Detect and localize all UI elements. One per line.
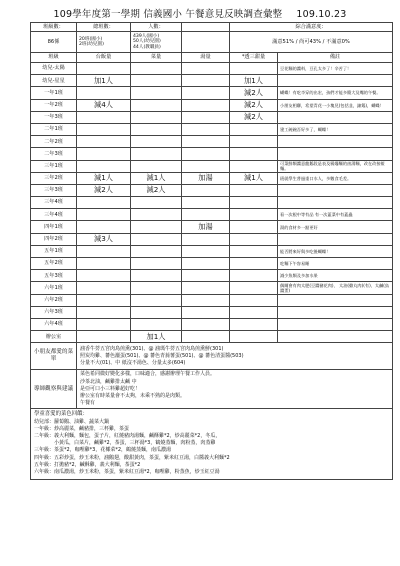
soup-amount (182, 99, 230, 111)
veg-amount (131, 318, 182, 330)
dessert-amount: 減2人 (230, 87, 278, 99)
veg-amount: 加1人 (131, 331, 182, 343)
class-row (31, 136, 393, 148)
rice-amount (77, 148, 131, 160)
classes-detail: 20班(國小) 2班(幼兒園) (77, 32, 131, 53)
veg-amount (131, 209, 182, 221)
veg-amount (131, 87, 182, 99)
veg-amount (131, 148, 182, 160)
soup-amount (182, 136, 230, 148)
class-row (31, 197, 393, 209)
dessert-amount (230, 294, 278, 306)
class-name: 六年2班 (31, 294, 77, 306)
people-detail: 439人(國小) 50人(幼兒園) 44人(教職員) (131, 32, 182, 53)
dessert-amount (230, 136, 278, 148)
veg-amount: 減1人 (131, 172, 182, 184)
menu-line: 一年級：炒高麗菜，鹹豬排，三杯雞，茶蛋 (34, 425, 130, 432)
note-text (278, 197, 393, 209)
class-name: 二年1班 (31, 123, 77, 135)
class-name: 一年3班 (31, 111, 77, 123)
class-count: 86係 (31, 32, 77, 53)
class-name: 一年1班 (31, 87, 77, 99)
class-name: 三年3班 (31, 184, 77, 196)
note-text (278, 306, 393, 318)
soup-amount (182, 331, 230, 343)
rice-amount (77, 123, 131, 135)
menu-line: 二年級：義大利麵，麵包，蛋子片，紅燒豬肉湯麵，鹹酥雞*2，炒高麗菜*2，冬瓜， (34, 432, 221, 439)
rice-amount (77, 318, 131, 330)
rice-amount (77, 63, 131, 75)
veg-amount (131, 245, 182, 257)
note-text (278, 184, 393, 196)
favorites-row (31, 343, 393, 370)
class-row (31, 209, 393, 221)
class-name: 三年2班 (31, 172, 77, 184)
rice-amount (77, 111, 131, 123)
class-rows (31, 63, 393, 343)
soup-amount (182, 209, 230, 221)
veg-amount (131, 197, 182, 209)
soup-amount: 加湯 (182, 221, 230, 233)
class-row (31, 87, 393, 99)
dessert-amount (230, 221, 278, 233)
soup-amount (182, 318, 230, 330)
title-text: 109學年度第一學期 信義國小 午餐意見反映調查彙整 (53, 9, 283, 20)
header-dessert: *透三甜量 (230, 53, 278, 63)
class-row (31, 172, 393, 184)
veg-amount (131, 294, 182, 306)
class-name: 五年3班 (31, 270, 77, 282)
dessert-amount (230, 306, 278, 318)
class-count-label: 總班數： (77, 23, 131, 32)
rice-amount (77, 160, 131, 172)
rice-amount: 減2人 (77, 184, 131, 196)
rice-amount (77, 87, 131, 99)
suggest-line-2: 沙茶北油，鹹雞排太鹹 中 (80, 378, 137, 385)
header-class: 班級 (31, 53, 77, 63)
class-row (31, 306, 393, 318)
menu-line: 四年級：五彩炒蛋，炒玉米粉，滷鵝翅，酸甜黃肉，茶蛋，紫米紅豆湯，白醬義大利麵*2 (34, 454, 230, 461)
rice-amount (77, 270, 131, 282)
note-text: 能否將來好與多吃後蝴蝶！ (278, 245, 393, 257)
veg-amount (131, 282, 182, 294)
soup-amount (182, 294, 230, 306)
class-name: 五年1班 (31, 245, 77, 257)
veg-amount (131, 123, 182, 135)
menu-line: 三年級：茶蛋*2，咖哩雞*3，花椰菜*2，鶴燒蒸麵，南瓜濃湯 (34, 447, 172, 454)
rice-amount (77, 245, 131, 257)
veg-amount (131, 221, 182, 233)
rice-amount (77, 282, 131, 294)
class-row (31, 245, 393, 257)
info-row-1 (31, 23, 393, 32)
veg-amount (131, 233, 182, 245)
note-text: 可菜鮮類醬意龍鵝段是表及鴉爆麵的鹵湯麵，改在改接報麵。 (278, 160, 393, 172)
soup-amount (182, 160, 230, 172)
veg-amount (131, 111, 182, 123)
soup-amount (182, 87, 230, 99)
favorites-line-3: 分量不大(01)、中 紙沒不湯色、分量太多(604) (80, 359, 186, 366)
title-date: 109.10.23 (296, 9, 347, 20)
menu-line: 五年級：打拋豬*2，鹹酥雞，義大利麵，茶蛋*2 (34, 461, 141, 468)
dessert-amount: 減1人 (230, 172, 278, 184)
class-row (31, 111, 393, 123)
note-text: 看一次根中等有品 有一次蓋菜中有蓋蟲 (278, 209, 393, 221)
class-row (31, 233, 393, 245)
veg-amount (131, 160, 182, 172)
class-name: 一年2班 (31, 99, 77, 111)
note-text: 偶爾會有肉太肥(豆醬豬花肉)、 太油(雞丸肉)(有)、太鹹(鳥醬蛋) (278, 282, 393, 294)
class-name: 幼兒-星星 (31, 75, 77, 87)
rice-amount (77, 294, 131, 306)
menu-list (34, 419, 389, 477)
note-text (278, 331, 393, 343)
veg-amount (131, 75, 182, 87)
soup-amount (182, 282, 230, 294)
class-row (31, 63, 393, 75)
note-text (278, 294, 393, 306)
header-rice: 台飯量 (77, 53, 131, 63)
favorites-line-1: 滷香牛蒡五宮肉鳥煎熏(301)、@ 滷瑪牛蒡五宮肉鳥煎熏鮮(301) (80, 345, 224, 352)
suggest-line-5: 午餐有 (80, 400, 96, 407)
class-name: 三年4班 (31, 197, 77, 209)
note-text (278, 136, 393, 148)
menu-line: 幼兒部：蘿蔔鵝、油雞、蔬菜大鍋 (34, 418, 110, 425)
soup-amount (182, 63, 230, 75)
rice-amount (77, 136, 131, 148)
acceptable-value: 尚可43% (299, 38, 322, 45)
soup-amount (182, 233, 230, 245)
header-note: 備註 (278, 53, 393, 63)
note-text: 減少魚類及多加水果 (278, 270, 393, 282)
veg-amount (131, 258, 182, 270)
rice-amount (77, 209, 131, 221)
dessert-amount (230, 331, 278, 343)
satisfied-value: 滿意51% (272, 38, 295, 45)
class-label: 班級數： (31, 23, 77, 32)
dessert-amount (230, 184, 278, 196)
soup-amount (182, 306, 230, 318)
veg-amount (131, 306, 182, 318)
people-label: 人數： (131, 23, 182, 32)
dessert-amount: 減2人 (230, 99, 278, 111)
overall-label: 綜合滿意度： (230, 23, 393, 32)
class-name: 五年2班 (31, 258, 77, 270)
header-row (31, 53, 393, 63)
favorites-label: 小朋友都愛的菜單 (31, 343, 77, 370)
dessert-amount (230, 318, 278, 330)
rice-amount: 減4人 (77, 99, 131, 111)
dessert-amount (230, 160, 278, 172)
note-text (278, 233, 393, 245)
note-text: 豆花麵的醬料，豆孔太多了！辛苦了！ (278, 63, 393, 75)
soup-amount (182, 184, 230, 196)
suggest-line-4: 辦公室有時菜量會不太夠，未乘不熟的是肉類。 (80, 392, 186, 399)
dessert-amount (230, 123, 278, 135)
soup-amount (182, 148, 230, 160)
class-name: 二年2班 (31, 136, 77, 148)
class-row (31, 123, 393, 135)
menu-line: 六年級：南瓜濃湯，炒玉米粉，茶蛋，紫米紅豆湯*2，咖哩雞，粉蒸魚，炒玉紅豆湯 (34, 468, 220, 475)
class-name: 辦公室 (31, 331, 77, 343)
soup-amount: 加湯 (182, 172, 230, 184)
rice-amount: 加1人 (77, 75, 131, 87)
rice-amount: 減1人 (77, 172, 131, 184)
veg-amount (131, 99, 182, 111)
menu-row (31, 409, 393, 480)
soup-amount (182, 258, 230, 270)
soup-amount (182, 123, 230, 135)
suggest-row (31, 370, 393, 409)
class-row (31, 160, 393, 172)
rice-amount (77, 331, 131, 343)
dessert-amount (230, 197, 278, 209)
class-name: 四年1班 (31, 221, 77, 233)
class-row (31, 148, 393, 160)
dessert-amount (230, 209, 278, 221)
rice-amount (77, 197, 131, 209)
class-row (31, 318, 393, 330)
veg-amount: 減2人 (131, 184, 182, 196)
dessert-amount: 減2人 (230, 111, 278, 123)
suggest-label: 導師觀察與建議 (31, 370, 77, 409)
survey-table (30, 22, 393, 480)
class-row (31, 282, 393, 294)
rice-amount (77, 221, 131, 233)
class-row (31, 294, 393, 306)
soup-amount (182, 270, 230, 282)
class-name: 三年1班 (31, 160, 77, 172)
soup-amount (182, 197, 230, 209)
dessert-amount (230, 258, 278, 270)
note-text (278, 75, 393, 87)
note-text (278, 111, 393, 123)
suggest-line-1: 菜色希同微好變化多樣，口味適合，感謝辦理午餐工作人員。 (80, 371, 216, 378)
soup-amount (182, 245, 230, 257)
note-text: 吃麵下午容易睡 (278, 258, 393, 270)
class-row (31, 258, 393, 270)
dessert-amount (230, 148, 278, 160)
note-text (278, 318, 393, 330)
note-text (278, 148, 393, 160)
header-soup: 湯量 (182, 53, 230, 63)
suggest-line-3: 是亞可口小三料雞超好吃！ (80, 385, 141, 392)
class-name: 二年3班 (31, 148, 77, 160)
class-row (31, 75, 393, 87)
class-name: 六年4班 (31, 318, 77, 330)
class-name: 六年3班 (31, 306, 77, 318)
note-text: 班就學生普過重口水人，多數食毛差。 (278, 172, 393, 184)
class-row (31, 331, 393, 343)
class-row (31, 184, 393, 196)
menu-title: 學童喜愛的菜色回饋： (34, 411, 88, 418)
satisfaction-summary: 滿意51% / 尚可43% / 不滿意0% (230, 32, 393, 53)
rice-amount (77, 258, 131, 270)
soup-amount (182, 75, 230, 87)
veg-amount (131, 63, 182, 75)
class-name: 幼兒-太陽 (31, 63, 77, 75)
soup-amount (182, 111, 230, 123)
veg-amount (131, 136, 182, 148)
info-row-2 (31, 32, 393, 53)
note-text: 湯的食材多一點更好 (278, 221, 393, 233)
favorites-line-2: 照炭均雞、蕃色灑蛋(501)、@ 蕃色青蕎薯蛋(501)、@ 蕃色清蛋醬(503) (80, 352, 244, 359)
menu-line: 小黃瓜，白菜片，鹹雞*2，茶蛋，三杯湯*3，鶴燒蒸麵，肉粉蒸，肉蒸雞 (34, 440, 216, 447)
dessert-amount: 加1人 (230, 75, 278, 87)
class-row (31, 99, 393, 111)
class-row (31, 270, 393, 282)
header-veg: 菜量 (131, 53, 182, 63)
note-text: 蝴蝶！有吃卒穿的出宏，孩們才能多簡大及嘴的午餐。 (278, 87, 393, 99)
class-row (31, 221, 393, 233)
class-name: 六年1班 (31, 282, 77, 294)
veg-amount (131, 270, 182, 282)
note-text: 建工碗碗吾好多了，蝴蝶！ (278, 123, 393, 135)
class-name: 四年2班 (31, 233, 77, 245)
dessert-amount (230, 245, 278, 257)
dessert-amount (230, 282, 278, 294)
rice-amount: 減3人 (77, 233, 131, 245)
dessert-amount (230, 270, 278, 282)
dessert-amount (230, 63, 278, 75)
dessert-amount (230, 233, 278, 245)
rice-amount (77, 306, 131, 318)
unsatisfied-value: 不滿意0% (326, 38, 350, 45)
note-text: 小朋友相聊，希望青花一小塊兒(包括韭，錦鶏)，蝴蝶！ (278, 99, 393, 111)
class-name: 三年4班 (31, 209, 77, 221)
page-title (0, 6, 400, 20)
